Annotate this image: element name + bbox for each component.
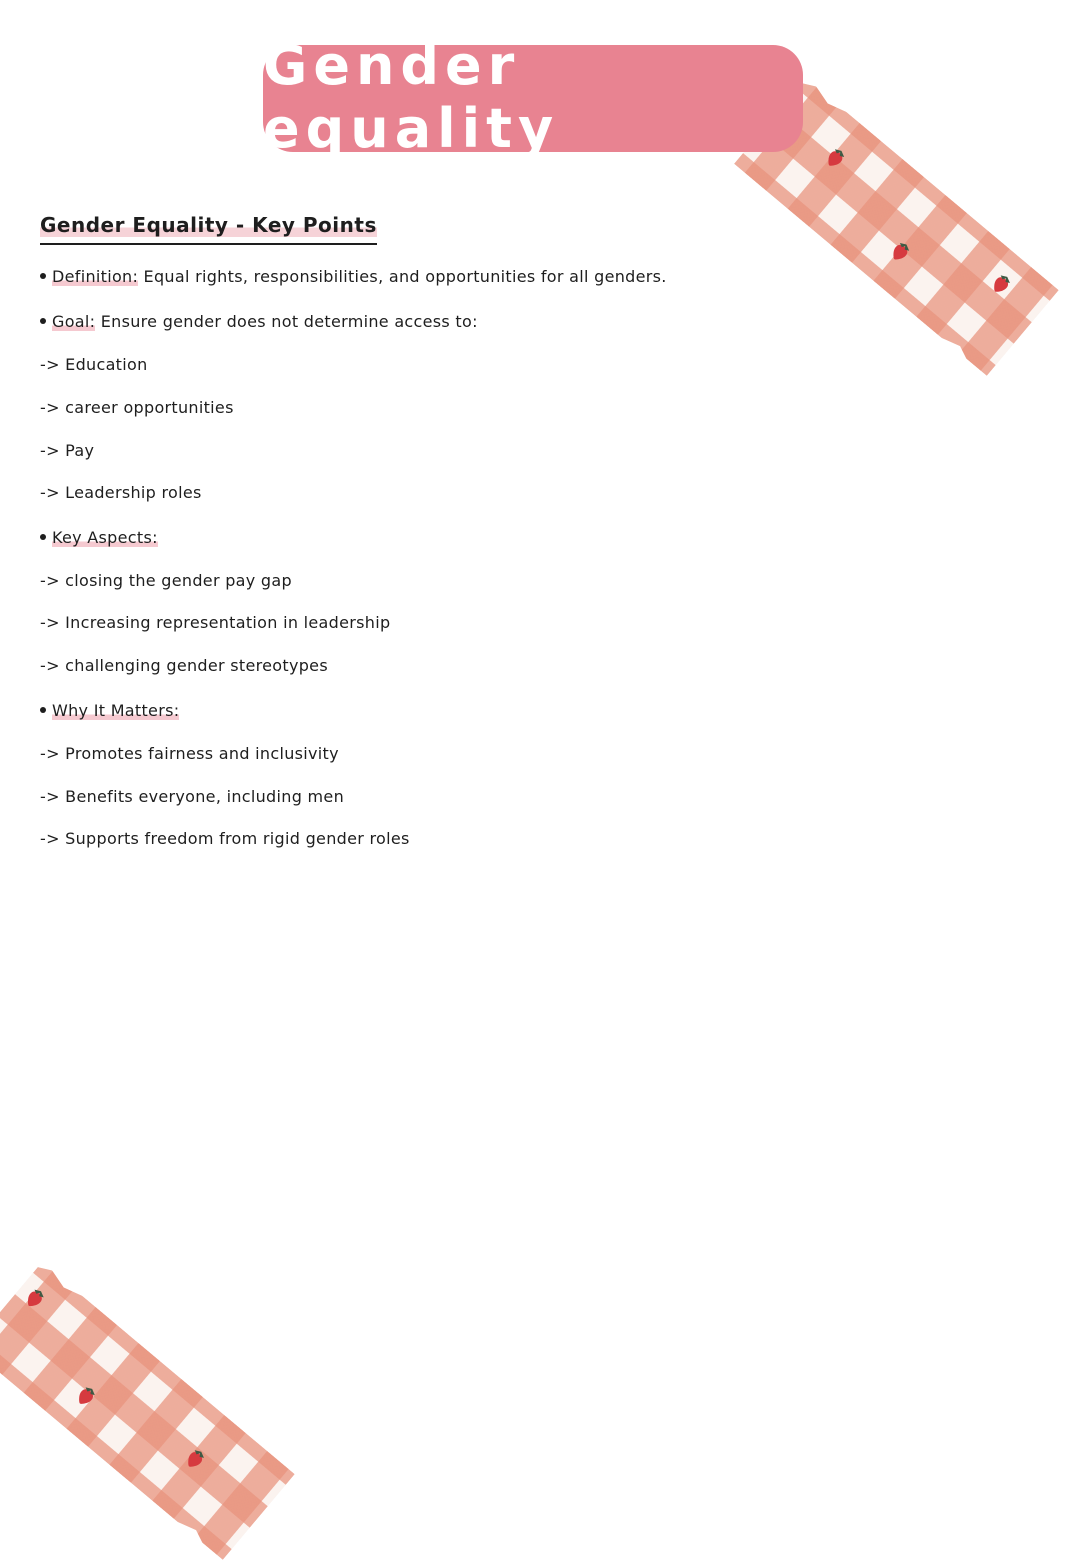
list-item: -> Leadership roles bbox=[40, 483, 202, 502]
list-item: -> career opportunities bbox=[40, 398, 234, 417]
definition-line bbox=[40, 265, 667, 289]
list-item: -> challenging gender stereotypes bbox=[40, 656, 328, 675]
bullet-icon bbox=[40, 534, 46, 540]
why-it-matters-term: Why It Matters: bbox=[52, 701, 180, 720]
list-item: -> Education bbox=[40, 355, 148, 374]
goal-text: Ensure gender does not determine access to: bbox=[95, 312, 478, 331]
page-title: Gender equality bbox=[263, 33, 560, 160]
goal-line bbox=[40, 310, 478, 334]
list-item: -> Pay bbox=[40, 441, 95, 460]
strawberry-icon bbox=[69, 1379, 103, 1413]
strawberry-icon bbox=[179, 1442, 213, 1476]
section-heading bbox=[40, 211, 377, 245]
strawberry-icon bbox=[985, 267, 1019, 301]
strawberry-icon bbox=[884, 235, 918, 269]
list-item: -> Promotes fairness and inclusivity bbox=[40, 744, 339, 763]
key-aspects-term: Key Aspects: bbox=[52, 528, 158, 547]
goal-term: Goal: bbox=[52, 312, 96, 331]
list-item: -> Increasing representation in leadership bbox=[40, 613, 391, 632]
why-it-matters-line bbox=[40, 699, 179, 723]
strawberry-icon bbox=[819, 141, 853, 175]
bullet-icon bbox=[40, 318, 46, 324]
bullet-icon bbox=[40, 707, 46, 713]
title-banner bbox=[263, 33, 803, 160]
washi-tape-bottom bbox=[0, 1262, 295, 1560]
key-aspects-line bbox=[40, 526, 158, 550]
section-heading-text: Gender Equality - Key Points bbox=[40, 213, 377, 237]
definition-text: Equal rights, responsibilities, and opportunities for all genders. bbox=[138, 267, 667, 286]
list-item: -> Benefits everyone, including men bbox=[40, 787, 345, 806]
list-item: -> Supports freedom from rigid gender roles bbox=[40, 829, 410, 848]
definition-term: Definition: bbox=[52, 267, 139, 286]
bullet-icon bbox=[40, 273, 46, 279]
strawberry-icon bbox=[18, 1281, 52, 1315]
list-item: -> closing the gender pay gap bbox=[40, 571, 292, 590]
